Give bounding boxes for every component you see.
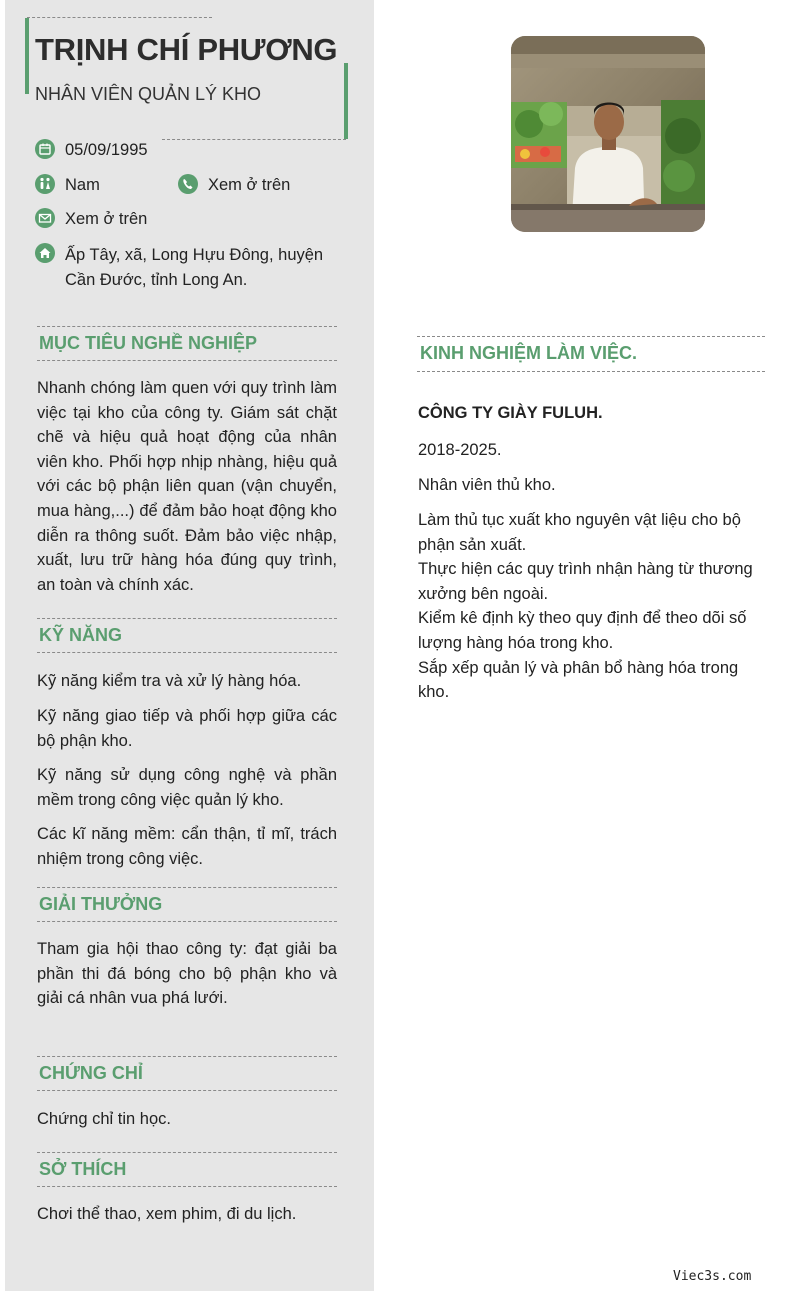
experience-title: KINH NGHIỆM LÀM VIỆC. <box>420 343 638 363</box>
hobbies-rule-top <box>37 1152 337 1153</box>
profile-photo <box>511 36 705 232</box>
skills-rule-top <box>37 618 337 619</box>
job-title: NHÂN VIÊN QUẢN LÝ KHO <box>35 84 262 104</box>
hobbies-text: Chơi thể thao, xem phim, đi du lịch. <box>37 1205 297 1223</box>
certificates-title: CHỨNG CHỈ <box>39 1063 143 1083</box>
birthday: 05/09/1995 <box>65 141 148 159</box>
awards-rule-top <box>37 887 337 888</box>
experience-duties: Làm thủ tục xuất kho nguyên vật liệu cho bộ phận sản xuất. Thực hiện các quy trình nhận hàng từ thương xưởng bên ngoài. Kiểm kê định kỳ theo quy định để theo dõi số lượng hàng hóa trong kho. Sắp xếp quản lý và phân bổ hàng hóa trong kho. <box>418 511 753 702</box>
certificates-rule-top <box>37 1056 337 1057</box>
header-left-bar <box>25 18 29 94</box>
objective-title: MỤC TIÊU NGHỀ NGHIỆP <box>39 333 258 353</box>
phone: Xem ở trên <box>208 176 291 194</box>
objective-rule-bottom <box>37 360 337 361</box>
skill-item: Các kĩ năng mềm: cẩn thận, tỉ mĩ, trách nhiệm trong công việc. <box>37 825 337 868</box>
calendar-icon <box>35 139 55 159</box>
awards-rule-bottom <box>37 921 337 922</box>
hobbies-rule-bottom <box>37 1186 337 1187</box>
objective-rule-top <box>37 326 337 327</box>
header-right-bar <box>344 63 348 139</box>
email-icon <box>35 208 55 228</box>
gender-icon <box>35 174 55 194</box>
header-bottom-rule <box>162 139 346 140</box>
candidate-name: TRỊNH CHÍ PHƯƠNG <box>35 32 338 67</box>
certificates-text: Chứng chỉ tin học. <box>37 1110 171 1128</box>
home-icon <box>35 243 55 263</box>
skills-rule-bottom <box>37 652 337 653</box>
experience-period: 2018-2025. <box>418 441 502 459</box>
awards-title: GIẢI THƯỞNG <box>39 894 163 914</box>
experience-position: Nhân viên thủ kho. <box>418 476 556 494</box>
certificates-rule-bottom <box>37 1090 337 1091</box>
skill-item: Kỹ năng kiểm tra và xử lý hàng hóa. <box>37 672 302 690</box>
header-top-rule <box>27 17 212 18</box>
footer-brand: Viec3s.com <box>673 1269 752 1284</box>
skill-item: Kỹ năng giao tiếp và phối hợp giữa các bộ phận kho. <box>37 707 337 750</box>
skill-item: Kỹ năng sử dụng công nghệ và phần mềm trong công việc quản lý kho. <box>37 766 337 809</box>
experience-company: CÔNG TY GIÀY FULUH. <box>418 404 603 422</box>
gender: Nam <box>65 176 100 194</box>
objective-text: Nhanh chóng làm quen với quy trình làm việc tại kho của công ty. Giám sát chặt chẽ và hiệu quả hoạt động của nhân viên kho. Phối hợp nhịp nhàng, hiệu quả với các bộ phận liên quan (vận chuyển, mua hàng,...) để đảm bảo hoạt động kho diễn ra thông suốt. Đảm bảo việc nhập, xuất, lưu trữ hàng hóa đúng quy trình, an toàn và chính xác. <box>37 379 337 594</box>
address: Ấp Tây, xã, Long Hựu Đông, huyện Cần Đước, tỉnh Long An. <box>65 246 324 289</box>
email: Xem ở trên <box>65 210 148 228</box>
skills-title: KỸ NĂNG <box>39 625 123 645</box>
awards-text: Tham gia hội thao công ty: đạt giải ba phần thi đá bóng cho bộ phận kho và giải cá nhân vua phá lưới. <box>37 940 337 1008</box>
hobbies-title: SỞ THÍCH <box>39 1159 127 1179</box>
experience-rule-bottom <box>417 371 765 372</box>
phone-icon <box>178 174 198 194</box>
experience-rule-top <box>417 336 765 337</box>
